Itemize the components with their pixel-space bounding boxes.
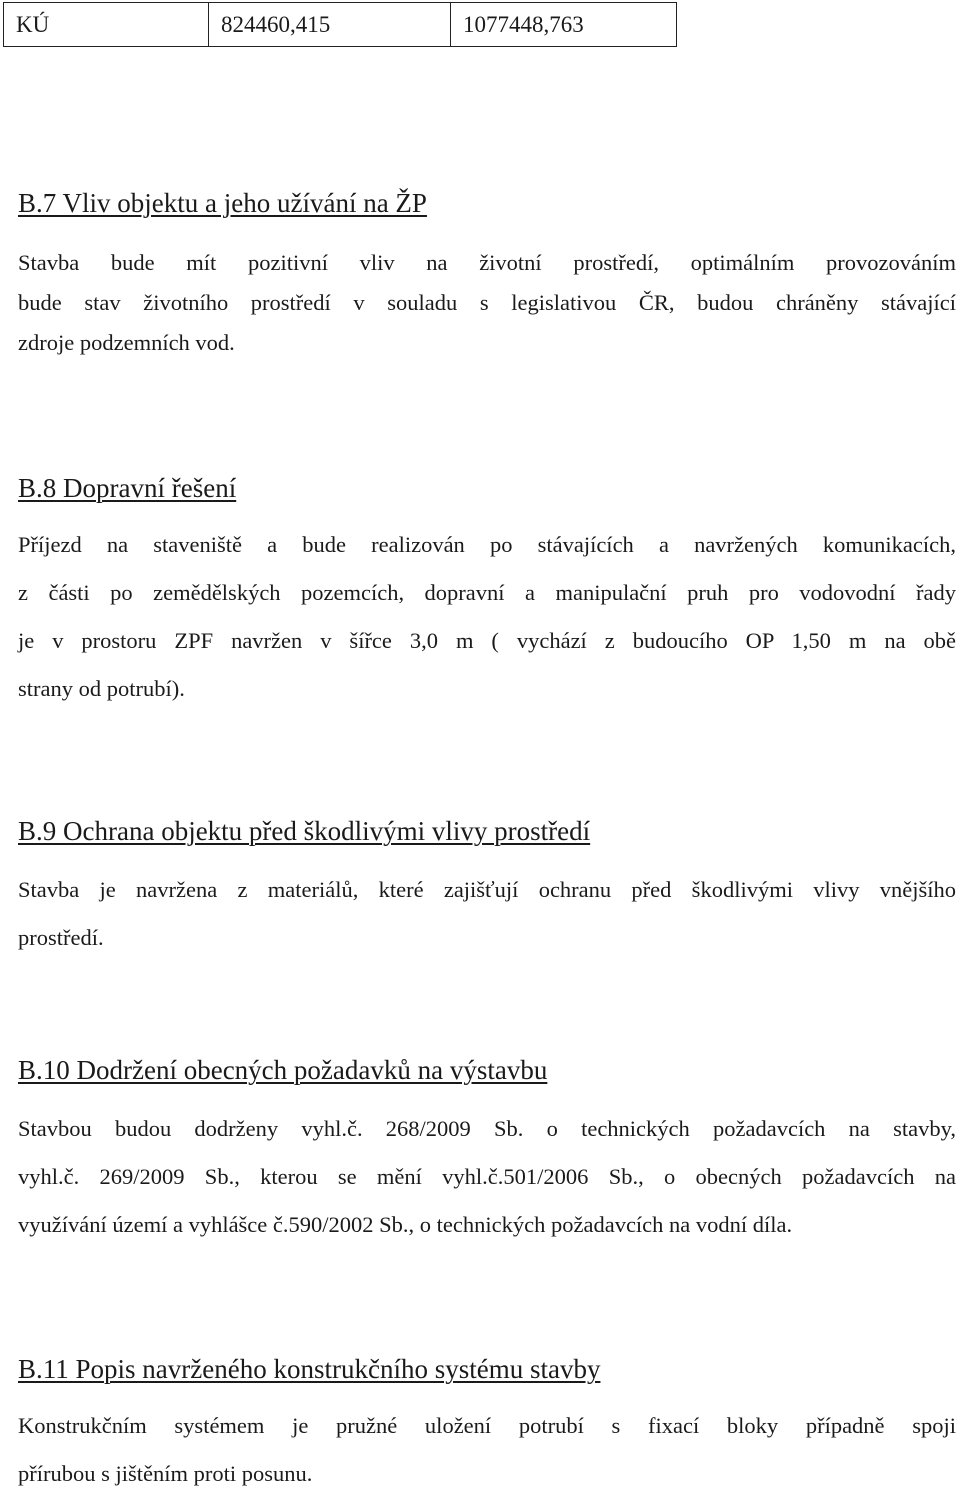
section-body-b9: [18, 866, 956, 962]
paragraph-line: Příjezd na staveniště a bude realizován po stávajících a navržených komunikacích,: [18, 532, 956, 557]
section-body-b11: [18, 1402, 956, 1498]
paragraph-line: Stavbou budou dodrženy vyhl.č. 268/2009 Sb. o technických požadavcích na stavby,: [18, 1116, 956, 1141]
paragraph-line: je v prostoru ZPF navržen v šířce 3,0 m ( vychází z budoucího OP 1,50 m na obě: [18, 628, 956, 653]
section-heading-b7: B.7 Vliv objektu a jeho užívání na ŽP: [18, 188, 427, 218]
section-heading-b8: B.8 Dopravní řešení: [18, 473, 237, 503]
coordinates-table: [3, 2, 677, 47]
paragraph-line: zdroje podzemních vod.: [18, 330, 235, 355]
paragraph-line: Stavba bude mít pozitivní vliv na životní prostředí, optimálním provozováním: [18, 250, 956, 275]
paragraph-line: Stavba je navržena z materiálů, které zajišťují ochranu před škodlivými vlivy vnějšího: [18, 877, 956, 902]
section-body-b7: [18, 243, 956, 363]
table-cell: KÚ: [4, 3, 209, 47]
paragraph-line: z části po zemědělských pozemcích, dopravní a manipulační pruh pro vodovodní řady: [18, 580, 956, 605]
section-body-b10: [18, 1105, 956, 1249]
paragraph-line: Konstrukčním systémem je pružné uložení potrubí s fixací bloky případně spoji: [18, 1413, 956, 1438]
section-heading-b11: B.11 Popis navrženého konstrukčního systému stavby: [18, 1354, 601, 1384]
section-body-b8: [18, 521, 956, 713]
table-row: [4, 3, 677, 47]
section-heading-b9: B.9 Ochrana objektu před škodlivými vlivy prostředí: [18, 816, 591, 846]
paragraph-line: bude stav životního prostředí v souladu s legislativou ČR, budou chráněny stávající: [18, 290, 956, 315]
table-cell: 1077448,763: [451, 3, 677, 47]
paragraph-line: prostředí.: [18, 925, 104, 950]
paragraph-line: využívání území a vyhlášce č.590/2002 Sb., o technických požadavcích na vodní díla.: [18, 1212, 793, 1237]
paragraph-line: přírubou s jištěním proti posunu.: [18, 1461, 313, 1486]
section-heading-b10: B.10 Dodržení obecných požadavků na výstavbu: [18, 1055, 548, 1085]
table-cell: 824460,415: [209, 3, 451, 47]
paragraph-line: strany od potrubí).: [18, 676, 185, 701]
paragraph-line: vyhl.č. 269/2009 Sb., kterou se mění vyhl.č.501/2006 Sb., o obecných požadavcích na: [18, 1164, 956, 1189]
